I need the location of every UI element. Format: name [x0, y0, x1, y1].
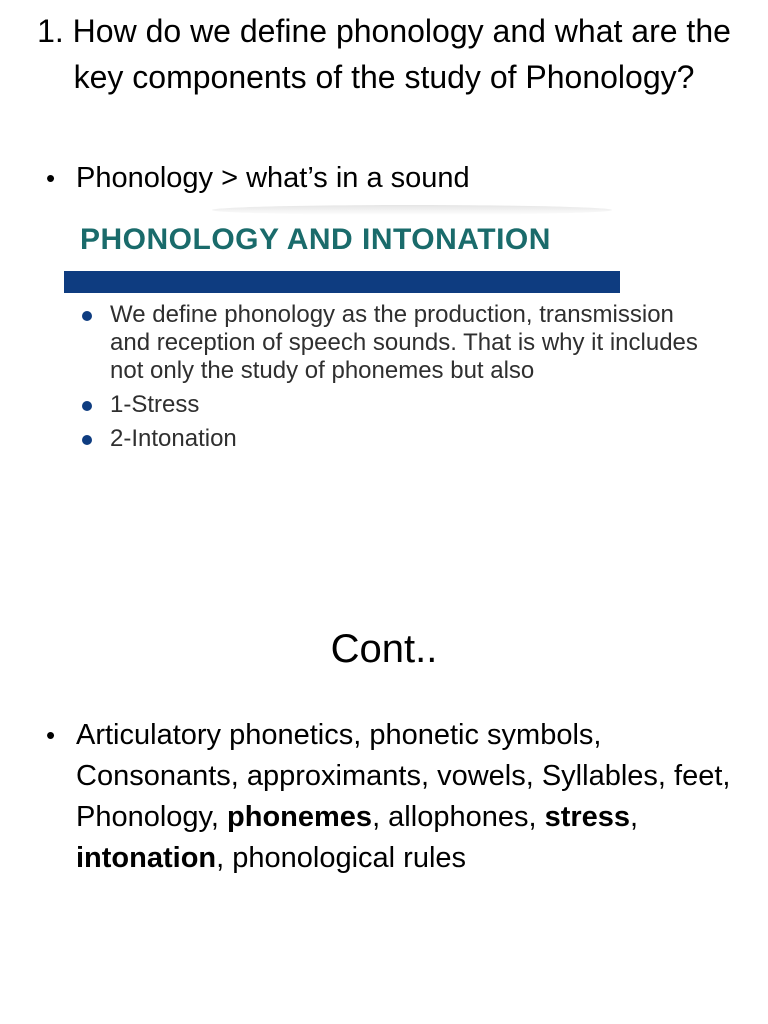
panel-item-text: We define phonology as the production, transmission and reception of speech sounds. That is why it includes not only the study of phonemes but also [110, 301, 698, 384]
bullet-text-segment: , allophones, [372, 801, 545, 833]
panel-list-item [82, 391, 702, 419]
slide2-bullet [42, 715, 742, 879]
panel-item-text: 2-Intonation [110, 425, 237, 452]
bullet-dot-icon [82, 425, 110, 445]
bullet-text-segment: , phonological rules [216, 842, 467, 874]
bullet-text-segment: , [630, 801, 639, 833]
panel-list [82, 301, 702, 459]
phonology-intonation-image [62, 205, 702, 495]
bullet-dot-icon [82, 391, 110, 411]
slide2-title: Cont.. [330, 627, 438, 671]
bullet-text-bold-segment: stress [544, 801, 631, 833]
slide1-bullet-text: Phonology > what’s in a sound [76, 162, 470, 194]
panel-divider-bar [64, 271, 620, 293]
panel-item-text: 1-Stress [110, 391, 200, 418]
slide1-bullet [42, 158, 742, 199]
panel-list-item [82, 425, 702, 453]
slide2-bullet-text [76, 715, 742, 879]
bullet-dot-icon: • [46, 163, 56, 193]
bullet-text-bold-segment: phonemes [227, 801, 373, 833]
bullet-dot-icon: • [46, 720, 56, 750]
bullet-dot-icon [82, 301, 110, 321]
panel-heading: PHONOLOGY AND INTONATION [80, 223, 551, 256]
panel-list-item [82, 301, 702, 385]
bullet-text-bold-segment: intonation [76, 842, 217, 874]
bullet-text-segment: Articulatory phonetics, phonetic symbols, Consonants, approximants, vowels, Syllables, feet, Phonology, [76, 719, 731, 833]
slide1-title: 1. How do we define phonology and what are the key components of the study of Phonology? [37, 13, 731, 95]
panel-shadow [212, 205, 612, 215]
